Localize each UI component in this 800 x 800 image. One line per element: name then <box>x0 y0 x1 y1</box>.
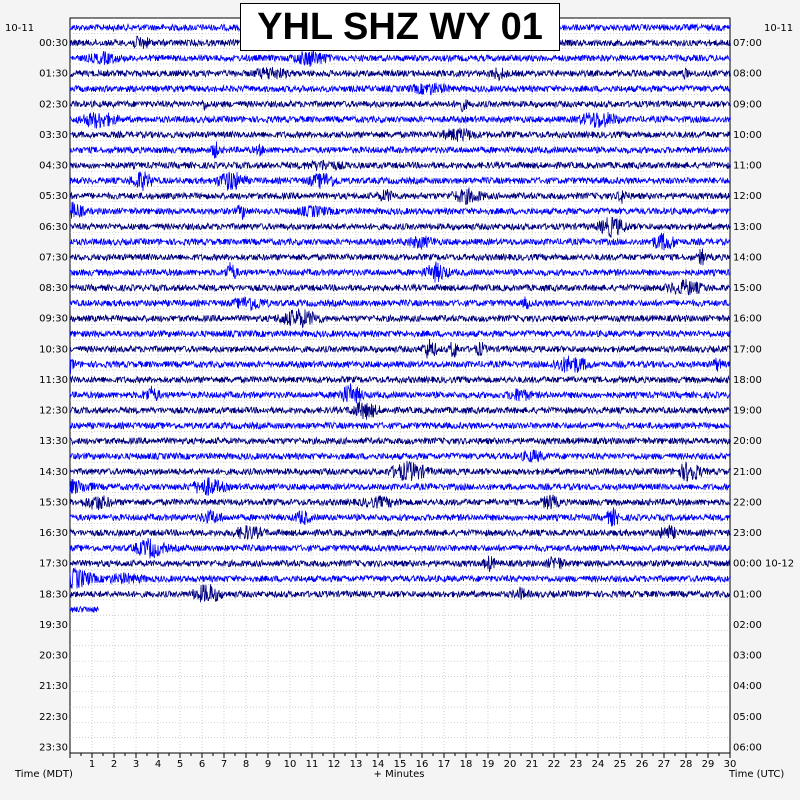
x-tick-label: 7 <box>220 759 228 770</box>
x-tick-label: 8 <box>242 759 250 770</box>
x-tick-label: 16 <box>415 759 429 770</box>
x-tick-label: 9 <box>264 759 272 770</box>
right-hour-label: 12:00 <box>733 191 762 203</box>
x-tick-label: 24 <box>591 759 605 770</box>
right-time-labels <box>733 38 794 753</box>
left-hour-label: 13:30 <box>39 436 68 448</box>
left-hour-label: 02:30 <box>39 99 68 111</box>
right-hour-label: 18:00 <box>733 374 762 386</box>
right-hour-label: 14:00 <box>733 252 762 264</box>
right-hour-label: 11:00 <box>733 160 762 172</box>
left-hour-label: 00:30 <box>39 38 68 49</box>
right-hour-label: 02:00 <box>733 619 762 631</box>
x-tick-label: 27 <box>657 759 671 770</box>
x-tick-label: 30 <box>723 759 737 770</box>
x-tick-label: 13 <box>349 759 363 770</box>
right-hour-label: 03:00 <box>733 650 762 662</box>
left-hour-label: 05:30 <box>39 191 68 203</box>
right-hour-label: 15:00 <box>733 283 762 294</box>
left-hour-label: 14:30 <box>39 466 68 478</box>
right-hour-label: 21:00 <box>733 466 762 478</box>
right-hour-label: 08:00 <box>733 68 762 80</box>
left-hour-label: 20:30 <box>39 650 68 662</box>
x-tick-label: 19 <box>481 759 495 770</box>
left-time-labels <box>39 38 68 753</box>
left-hour-label: 19:30 <box>39 619 68 631</box>
x-label-center: + Minutes <box>373 769 425 780</box>
date-left: 10-11 <box>5 23 35 34</box>
left-hour-label: 10:30 <box>39 344 68 356</box>
x-tick-label: 20 <box>503 759 517 770</box>
right-hour-label: 10:00 <box>733 129 762 141</box>
left-hour-label: 11:30 <box>39 374 68 386</box>
chart-title: YHL SHZ WY 01 <box>240 3 560 51</box>
x-tick-label: 1 <box>88 759 96 770</box>
x-tick-label: 10 <box>283 759 297 770</box>
left-hour-label: 09:30 <box>39 313 68 325</box>
right-hour-label: 05:00 <box>733 711 762 723</box>
left-hour-label: 03:30 <box>39 129 68 141</box>
right-hour-label: 22:00 <box>733 497 762 509</box>
right-hour-label: 06:00 <box>733 742 762 754</box>
x-tick-label: 17 <box>437 759 451 770</box>
left-hour-label: 22:30 <box>39 711 68 723</box>
x-tick-label: 18 <box>459 759 473 770</box>
x-tick-label: 12 <box>327 759 341 770</box>
x-tick-label: 21 <box>525 759 539 770</box>
x-tick-label: 22 <box>547 759 561 770</box>
left-hour-label: 23:30 <box>39 742 68 754</box>
left-hour-label: 16:30 <box>39 528 68 539</box>
right-hour-label: 07:00 <box>733 38 762 49</box>
x-tick-label: 23 <box>569 759 583 770</box>
x-label-left: Time (MDT) <box>15 769 73 780</box>
x-tick-label: 28 <box>679 759 693 770</box>
x-tick-label: 14 <box>371 759 385 770</box>
left-hour-label: 21:30 <box>39 681 68 693</box>
right-hour-label: 13:00 <box>733 221 762 233</box>
x-tick-label: 11 <box>305 759 319 770</box>
left-hour-label: 04:30 <box>39 160 68 172</box>
x-tick-label: 2 <box>110 759 118 770</box>
left-hour-label: 18:30 <box>39 589 68 601</box>
right-hour-label: 17:00 <box>733 344 762 356</box>
x-tick-label: 15 <box>393 759 407 770</box>
left-hour-label: 06:30 <box>39 221 68 233</box>
x-axis-ticks <box>70 753 736 770</box>
x-tick-label: 26 <box>635 759 649 770</box>
x-tick-label: 29 <box>701 759 715 770</box>
left-hour-label: 01:30 <box>39 68 68 80</box>
right-hour-label: 19:00 <box>733 405 762 417</box>
left-hour-label: 08:30 <box>39 283 68 294</box>
x-tick-label: 5 <box>176 759 184 770</box>
x-tick-label: 4 <box>154 759 162 770</box>
x-label-right: Time (UTC) <box>729 769 785 780</box>
x-tick-label: 3 <box>132 759 140 770</box>
date-right: 10-11 <box>764 23 794 34</box>
right-hour-label: 00:00 10-12 <box>733 558 795 570</box>
x-tick-label: 25 <box>613 759 627 770</box>
right-hour-label: 20:00 <box>733 436 762 448</box>
left-hour-label: 17:30 <box>39 558 68 570</box>
left-hour-label: 15:30 <box>39 497 68 509</box>
left-hour-label: 12:30 <box>39 405 68 417</box>
right-hour-label: 01:00 <box>733 589 762 601</box>
right-hour-label: 09:00 <box>733 99 762 111</box>
right-hour-label: 16:00 <box>733 313 762 325</box>
left-hour-label: 07:30 <box>39 252 68 264</box>
right-hour-label: 04:00 <box>733 681 762 693</box>
x-tick-label: 6 <box>198 759 206 770</box>
right-hour-label: 23:00 <box>733 528 762 539</box>
